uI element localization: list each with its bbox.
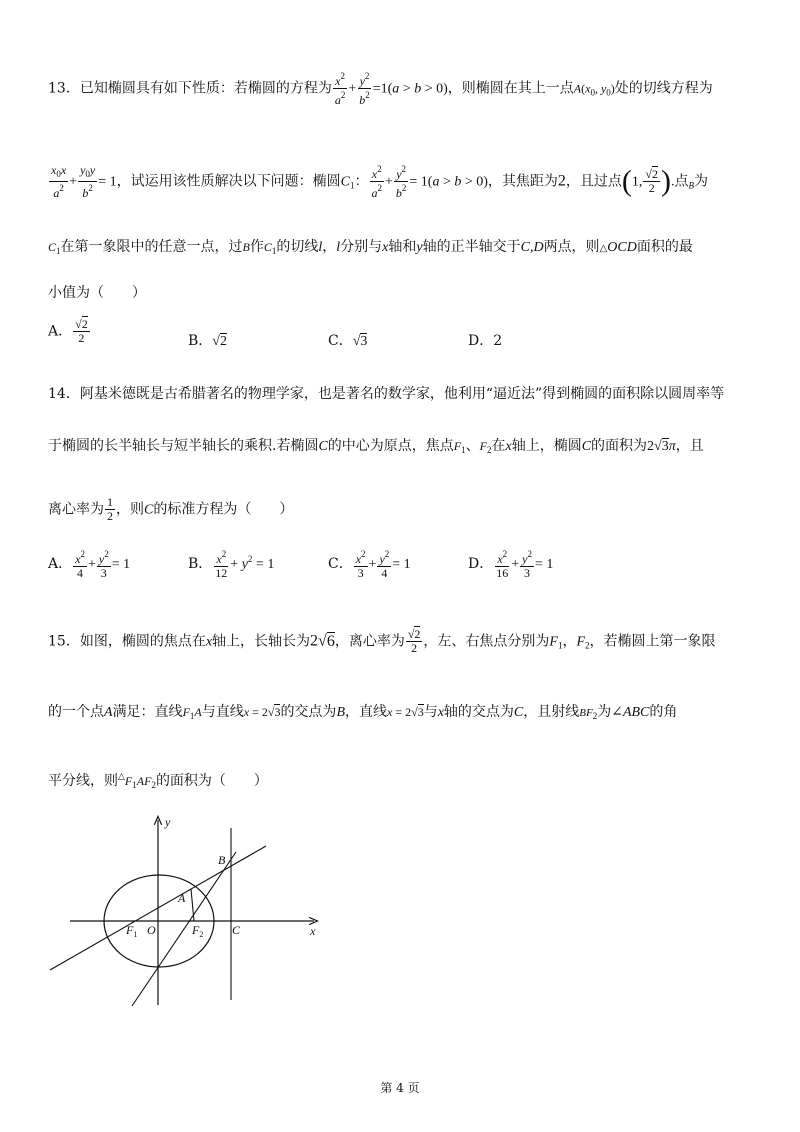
q14-option-d[interactable]: D． $\frac{x^2}{16}$ + $\frac{y^2}{3}$ = 1 bbox=[468, 549, 554, 580]
page-footer: 第 4 页 bbox=[380, 1081, 420, 1095]
q15-line1: 15．如图，椭圆的焦点在x轴上，长轴长为2√6，离心率为 $\frac{√2}{2}$ ，左、右焦点分别为$F_1$，$F_2$，若椭圆上第一象限 bbox=[48, 627, 716, 655]
q14-option-c[interactable]: C． $\frac{x^2}{3}$ + $\frac{y^2}{4}$ = 1 bbox=[328, 549, 411, 580]
q13-line2: $\frac{x_0x}{a^2}$ + $\frac{y_0y}{b^2}$ = 1，试运用该性质解决以下问题：椭圆$C_1$： $\frac{x^2}{a^2}$ + $\frac{y^2}{b^2}$ = 1(a > b > 0)，其焦距为2，且过点(1, $\frac{√2}{2}$ ).点$_B$为 bbox=[51, 162, 708, 200]
q15-line3: 平分线，则$^\triangle F_1AF_2$的面积为（ ） bbox=[48, 771, 268, 790]
q15-line2: 的一个点A满足：直线$F_1A$与直线x = 2√3的交点为B，直线x = 2√3与x轴的交点为C，且射线$BF_2$为∠ABC的角 bbox=[48, 704, 678, 721]
label-F1: $F_1$ bbox=[126, 923, 138, 939]
q13-line1: 13．已知椭圆具有如下性质：若椭圆的方程为 $\frac{x^2}{a^2}$ + $\frac{y^2}{b^2}$ =1(a > b > 0)，则椭圆在其上一点$A(x_0$, $y_0$)处的切线方程为 bbox=[48, 71, 713, 107]
q14-line3: 离心率为 $\frac{1}{2}$ ，则C的标准方程为（ ） bbox=[48, 495, 294, 523]
q13-option-b[interactable]: B．√2 bbox=[188, 333, 227, 349]
label-F2: $F_2$ bbox=[192, 923, 204, 939]
label-O: O bbox=[147, 923, 156, 937]
label-x: x bbox=[310, 924, 316, 938]
label-y: y bbox=[165, 815, 171, 829]
tangent-eq-fraction-x: $\frac{x_0x}{a^2}$ bbox=[51, 162, 67, 200]
q13-option-d[interactable]: D．2 bbox=[468, 333, 503, 349]
q13-option-a[interactable]: A． $\frac{√2}{2}$ bbox=[48, 317, 88, 345]
point-fraction: $\frac{√2}{2}$ bbox=[645, 167, 658, 195]
label-A: A bbox=[178, 891, 186, 905]
ellipse-eq-fraction-y: $\frac{y^2}{b^2}$ bbox=[359, 71, 370, 107]
label-C: C bbox=[232, 923, 241, 937]
q14-option-b[interactable]: B． $\frac{x^2}{12}$ + $y^2 = 1$ bbox=[188, 549, 275, 580]
ellipse-eq-fraction-x: $\frac{x^2}{a^2}$ bbox=[334, 71, 346, 107]
q13-line4: 小值为（ ） bbox=[48, 285, 146, 301]
q13-option-c[interactable]: C．√3 bbox=[328, 333, 368, 349]
q14-line2: 于椭圆的长半轴长与短半轴长的乘积.若椭圆C的中心为原点，焦点$F_1$、$F_2$在x轴上，椭圆C的面积为2√3π，且 bbox=[48, 438, 704, 455]
label-B: B bbox=[218, 853, 226, 867]
q14-line1: 14．阿基米德既是古希腊著名的物理学家，也是著名的数学家，他利用“逼近法”得到椭圆的面积除以圆周率等 bbox=[48, 386, 725, 402]
q14-option-a[interactable]: A． $\frac{x^2}{4}$ + $\frac{y^2}{3}$ = 1 bbox=[48, 549, 131, 580]
q13-line3: $C_1$在第一象限中的任意一点，过B作$C_1$的切线l，l分别与x轴和y轴的正半轴交于C,D两点，则△OCD面积的最 bbox=[48, 239, 693, 256]
tangent-eq-fraction-y: $\frac{y_0y}{b^2}$ bbox=[80, 162, 96, 200]
